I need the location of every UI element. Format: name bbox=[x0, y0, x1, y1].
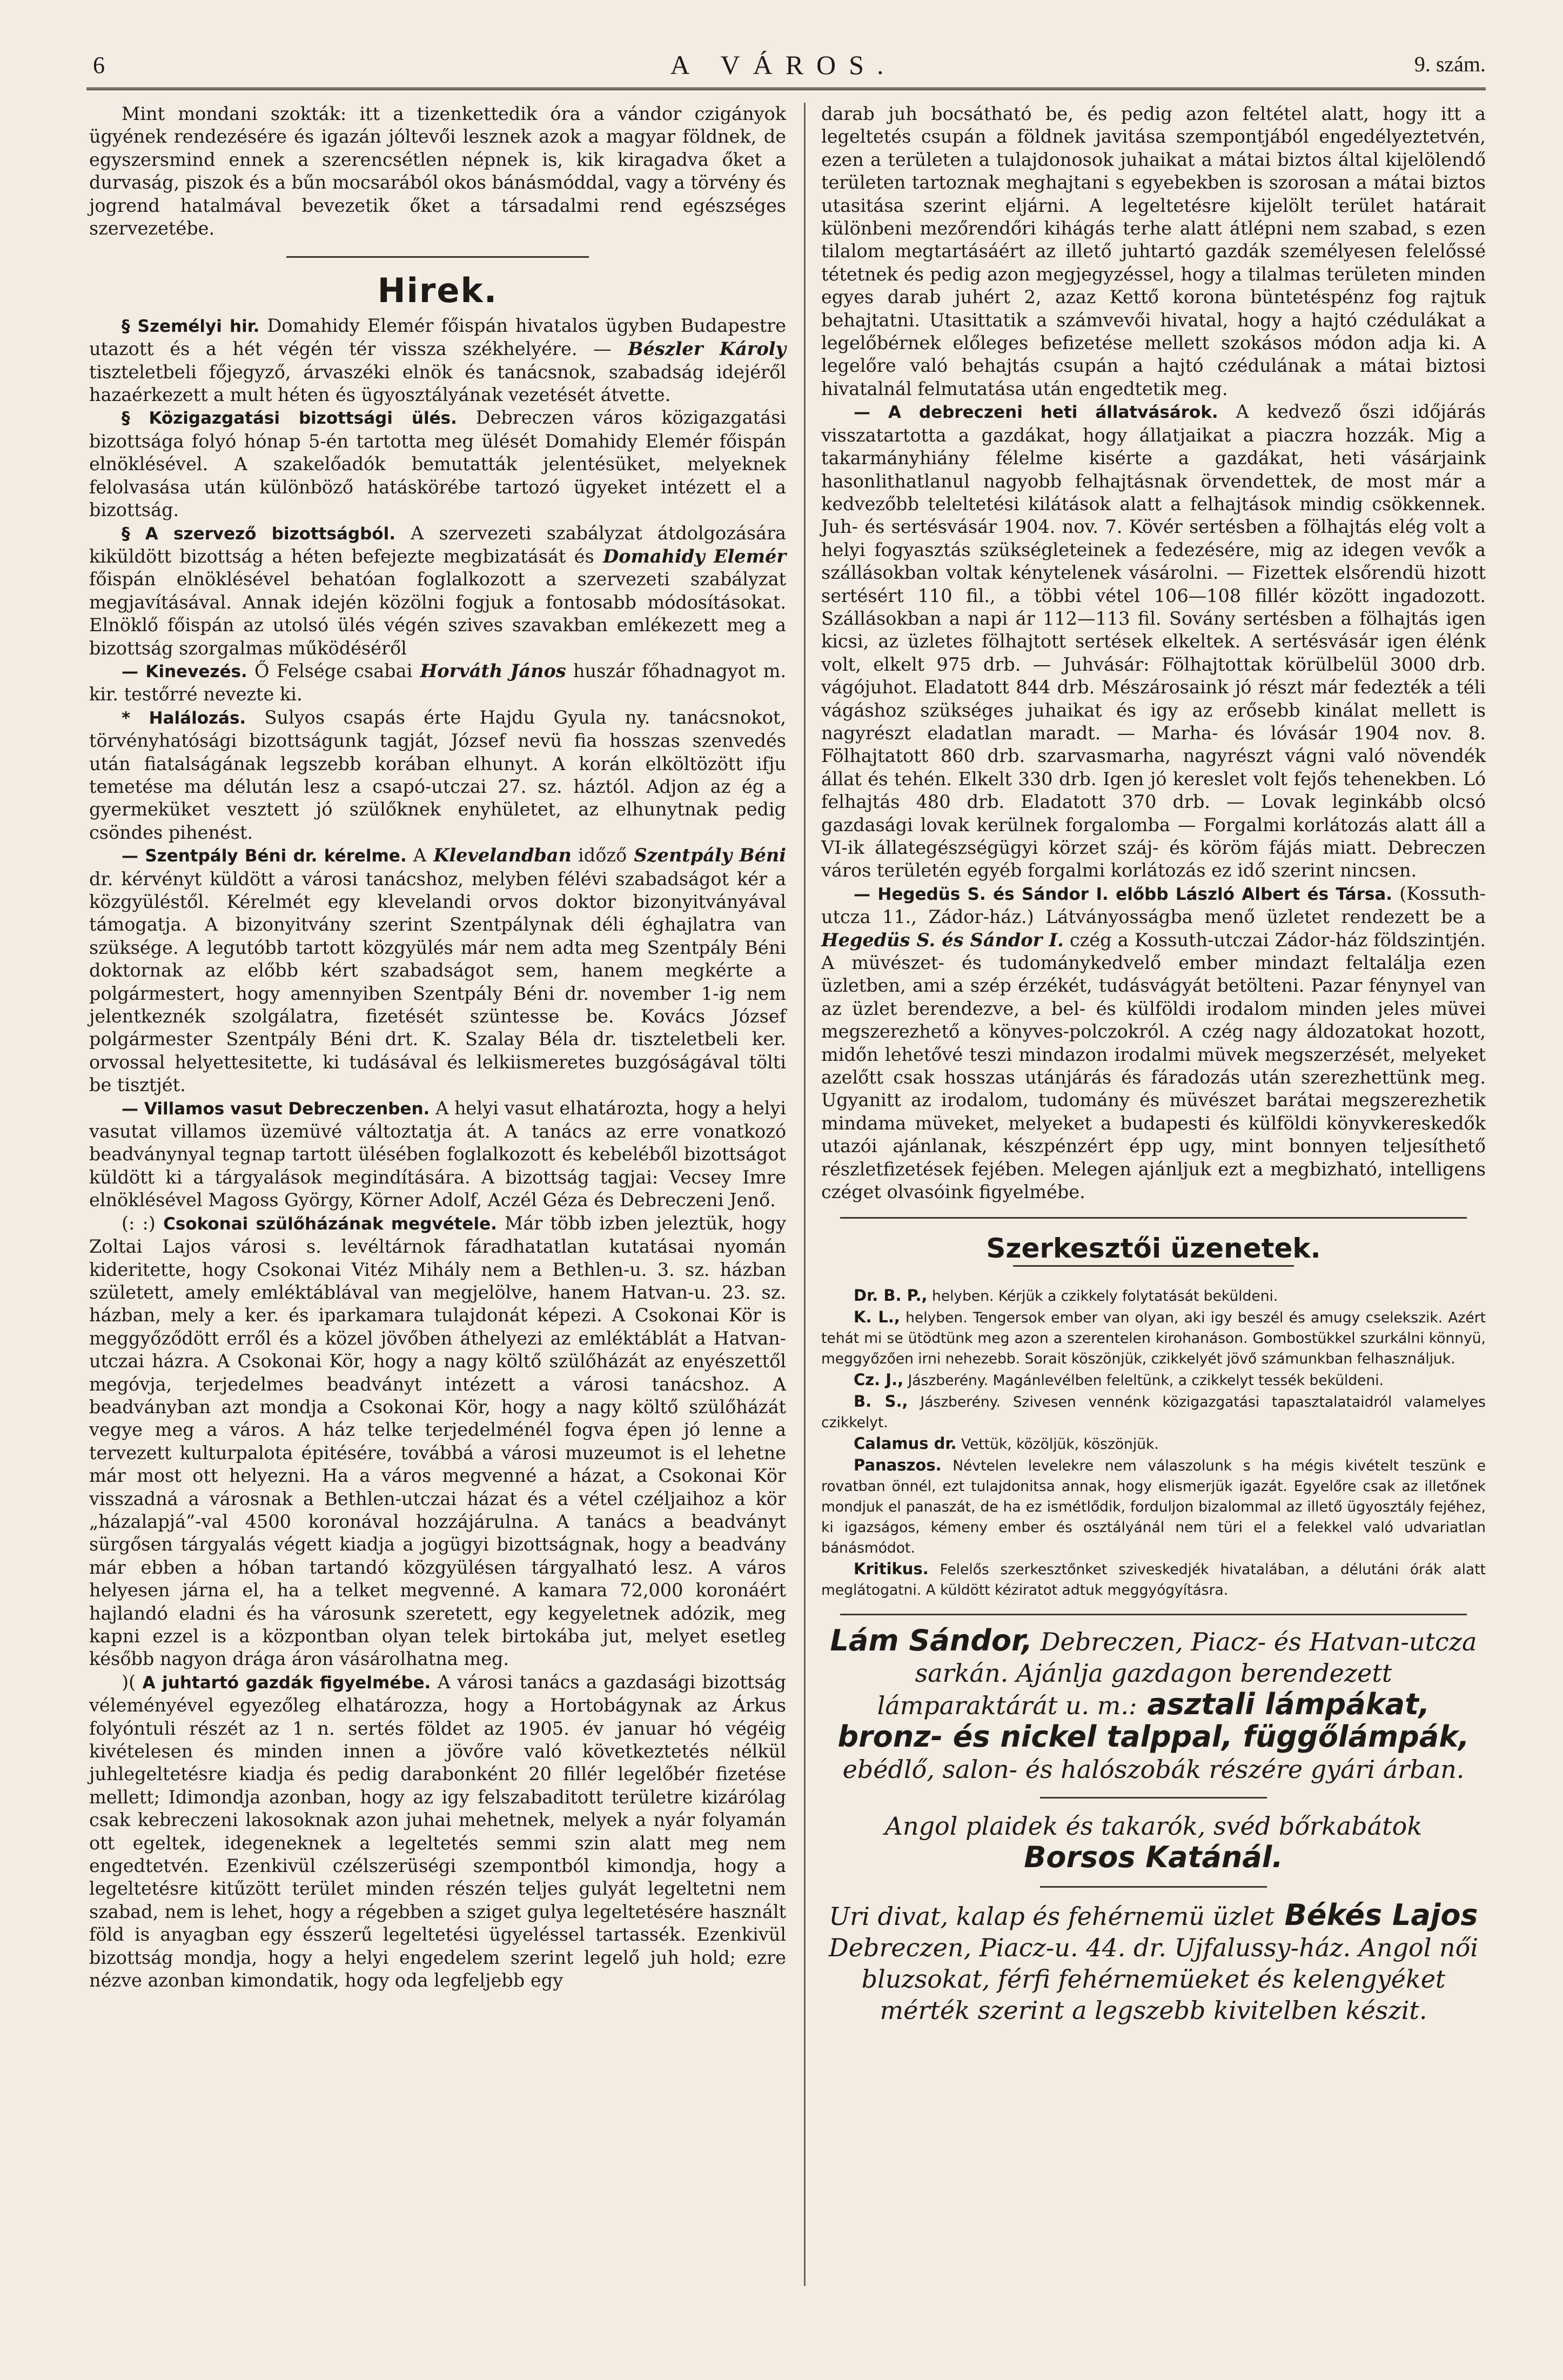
note-text: helyben. Kérjük a czikkely folytatását beküldeni. bbox=[927, 1287, 1278, 1305]
article-title: — A debreczeni heti állatvásárok. bbox=[854, 403, 1218, 423]
note-text: Jászberény. Szivesen vennénk közigazgatási tapasztalataidról valamelyes czikkelyt. bbox=[821, 1393, 1486, 1431]
article-text: (Kossuth-utcza 11., Zádor-ház.) Látványosságba menő üzletet rendezett be a bbox=[821, 883, 1486, 928]
article-title: * Halálozás. bbox=[122, 708, 246, 728]
person-name: Horváth János bbox=[412, 660, 566, 681]
note-text: Jászberény. Magánlevélben feleltünk, a czikkelyt tessék beküldeni. bbox=[903, 1372, 1384, 1389]
ad-highlight: asztali lámpákat, bronz- és nickel talppal, függőlámpák, bbox=[837, 1687, 1470, 1754]
ad-rule bbox=[1040, 1797, 1267, 1799]
article-halalozas bbox=[89, 706, 786, 844]
article-title: § A szervező bizottságból. bbox=[122, 524, 396, 544]
advertisement-lam-sandor bbox=[821, 1625, 1486, 1785]
note-item bbox=[821, 1307, 1486, 1369]
article-text: tiszteletbeli főjegyző, árvaszéki elnök és tanácsnok, szabadság idejéről hazaérkezett a mult héten és ügyosztályának vezetését átvette. bbox=[89, 361, 786, 406]
note-item bbox=[821, 1369, 1486, 1391]
column-divider bbox=[804, 103, 806, 2286]
article-text: Már több izben jeleztük, hogy Zoltai Lajos városi s. levéltárnok fáradhatatlan kutatásai nyomán kideritette, hogy Csokonai Vitéz Mihály nem a Bethlen-u. 3. sz. házban született, amely emléktáblával van megjelölve, hanem Hatvan-u. 23. sz. házban, mely a ker. és iparkamara tulajdonát képezi. A Csokonai Kör is meggyőződött erről és a közel jövőben áthelyezi az emléktáblát a Hatvan-utczai házra. A Csokonai Kör, hogy a nagy költő szülőházát az enyészettől megóvja, terjedelmes beadványt intézett a városi tanácshoz. A beadványban azt mondja a Csokonai Kör, hogy a nagy költő szülőházát vegye meg a város. A ház telke terjedelménél fogva épen jó lenne a tervezett kulturpalota épitésére, továbbá a városi muzeumot is el lehetne már most ott helyezni. Ha a város megvenné a házat, a Csokonai Kör visszadná a városnak a Bethlen-utczai házat és a vétel czéljaihoz a kör „házalapjá”-val 4500 koronával hozzájárulna. A tanács a beadványt sürgősen tárgyalás végett kiadja a jogügyi bizottságnak, hogy a beadvány már ebben a hóban tartandó közgyülésen tárgyalható lesz. A város helyesen járna el, ha a telket megvenné. A kamara 72,000 koronáért hajlandó eladni és ha városunk szeretett, egy kegyeletnek adózik, meg kapni ezzel is a központban olyan telek birtokába jut, melyet esetleg később nagyon drága áron vásárolhatna meg. bbox=[89, 1212, 786, 1670]
note-text: Névtelen levelekre nem válaszolunk s ha mégis kivételt teszünk e rovatban önnél, ezt tulajdonitsa annak, hogy elismerjük igazát. Egyelőre csak az illetőnek mondjuk el panaszát, de ha ez ismétlődik, forduljon bizalommal az illető ügyosztály fejéhez, ki igazságos, kémeny ember és osztályánál nem türi el a felekkel való udvariatlan bánásmódot. bbox=[821, 1457, 1486, 1556]
ad-brand: Békés Lajos bbox=[1274, 1897, 1478, 1932]
issue-number: 9. szám. bbox=[1414, 52, 1486, 76]
ad-text: Uri divat, kalap és fehérnemü üzlet bbox=[829, 1901, 1274, 1931]
section-rule bbox=[286, 256, 589, 258]
note-recipient: Panaszos. bbox=[854, 1455, 942, 1474]
article-csokonai bbox=[89, 1212, 786, 1671]
article-text: czég a Kossuth-utczai Zádor-ház földszintjén. A müvészet- és tudománykedvelő ember mindazt feltalálja ezen üzletben, ami a szép érzékét, tudásvágyát betölteni. Pazar fénynyel van az üzlet berendezve, a bel- és külföldi irodalom minden jeles müvei megszerezhető a könyves-polczokról. A czég nagy áldozatokat hozott, midőn lehetővé teszi mindazon irodalmi müvek megszerzését, melyeket azelőtt csak hosszas utánjárás és fáradozás után szerezhettünk meg. Ugyanitt az irodalom, tudomány és müvészet barátai megszerezhetik mindama müveket, melyeket a budapesti és külföldi könyvkereskedők utazói ajánlanak, készpénzért épp ugy, mint bonnyen teljesíthető részletfizetések fejében. Melegen ajánljuk ezt a megbizható, intelligens czéget olvasóink figyelmébe. bbox=[821, 929, 1486, 1203]
section-rule bbox=[840, 1614, 1467, 1615]
person-name: Bészler Károly bbox=[611, 338, 786, 360]
article-hegedus bbox=[821, 883, 1486, 1204]
article-title: — Szentpály Béni dr. kérelme. bbox=[122, 846, 407, 866]
ad-brand: Lám Sándor, bbox=[830, 1623, 1033, 1657]
article-text: A városi tanács a gazdasági bizottság véleményével egyezőleg elhatározza, hogy a Hortobágynak az Árkus folyóntuli részét az 1 n. sertés földet az 1905. év januar hó végéig kivételesen és minden innen a jövőre való következtetés nélkül juhlegeltetésre kiadja és pedig darabonként 20 fillér legelőbér fizetése mellett; Idimondja azonban, hogy az igy felszabaditott területre kizárólag csak kebreczeni lakosoknak azon juhai mehetnek, melyek a nyár folyamán ott egeltek, idegeneknek a legeltetés semmi szin alatt meg nem engedtetvén. Ezenkivül czélszerüségi szempontból kimondja, hogy a legeltetésre kitűzött terület minden részén teljes gulyát legeltetni nem szabad, nem is lehet, hogy a régebben a sziget gulya legeltetésére használt föld is anyagban egy ésszerű legeltetési ügyeléssel tartassék. Ezenkivül bizottság mondja, hogy a helyi engedelem szerint legelő juh hold; ezre nézve azonban kimondatik, hogy oda legfeljebb egy bbox=[89, 1671, 786, 1991]
ad-text: Debreczen, Piacz- és Hatvan-utcza sarkán. Ajánlja gazdagon berendezett lámparaktárát u. m.: bbox=[877, 1627, 1477, 1720]
note-item bbox=[821, 1455, 1486, 1559]
note-text: helyben. Tengersok ember van olyan, aki igy beszél és amugy cselekszik. Azért tehát mi se ütödtünk meg azon a szerentelen kirohanáson. Gombostükkel szurkálni könnyü, meggyőzően irni nehezebb. Sorait köszönjük, czikkelyét jövő számunkban felhasználjuk. bbox=[821, 1309, 1486, 1367]
intro-paragraph: Mint mondani szokták: itt a tizenkettedik óra a vándor czigányok ügyének rendezésére és igazán jóltevői lesznek azok a magyar földnek, de egyszersmind ennek a szerencsétlen népnek is, kik kiragadva őket a durvaság, piszok és a bűn mocsarából okos bánásmóddal, vagy a törvény és jogrend hatalmával bevezetik őket a társadalmi rend egészséges szervezetébe. bbox=[89, 103, 786, 239]
note-recipient: B. S., bbox=[854, 1392, 908, 1410]
article-kozigazgatasi bbox=[89, 406, 786, 522]
note-recipient: Dr. B. P., bbox=[854, 1286, 928, 1305]
article-juhtarto bbox=[89, 1671, 786, 1993]
ad-rule bbox=[1040, 1886, 1267, 1888]
article-text: Debreczen város közigazgatási bizottsága folyó hónap 5-én tartotta meg ülését Domahidy Elemér főispán elnöklésével. A szakelőadók bemutatták jelentésüket, melyeknek felolvasása után különböző hatáskörébe tartozó ügyeket intézett el a bizottság. bbox=[89, 407, 787, 521]
article-text: Ő Felsége csabai bbox=[247, 660, 413, 681]
article-title: A juhtartó gazdák figyelmébe. bbox=[136, 1673, 431, 1693]
article-marker: (: :) bbox=[122, 1212, 156, 1234]
header-rule bbox=[86, 88, 1486, 90]
article-text: időző bbox=[571, 845, 627, 866]
article-text: Sulyos csapás érte Hajdu Gyula ny. tanácsnokot, törvényhatósági bizottságunk tagját, József nevü fia hosszas szenvedés után fiatalságának legszebb korában elhunyt. A korán elköltözött ifju temetése ma délután lesz a csapó-utczai 27. sz. háztól. Adjon az ég a gyermeküket vesztett jó szülőknek enyhületet, az elhunytnak pedig csöndes pihenést. bbox=[89, 706, 786, 843]
advertisement-borsos-kata bbox=[821, 1810, 1486, 1874]
page-header bbox=[81, 51, 1486, 89]
article-villamos bbox=[89, 1097, 786, 1212]
article-text: A kedvező őszi időjárás visszatartotta a gazdákat, hogy állatjaikat a piaczra hozzák. Mig a takarmányhiány félelme kisérte a gazdákat, heti vásárjaink hasonlithatlanul nagyobb felhajtásnak örvendettek, de most már a kedvezőbb teleltetési kilátások alatt a felhajtások mindig csökkennek. Juh- és sertésvásár 1904. nov. 7. Kövér sertésben a fölhajtás elég volt a helyi fogyasztás szükségleteinek a fedezésére, mig az idegen vevők a szállásokban voltak kénytelenek vásárolni. — Fizettek elsőrendü hizott sertésért 110 fil., a többi vétel 106—108 fillér között ingadozott. Szállásokban a napi ár 112—113 fil. Sovány sertésben a fölhajtás igen kicsi, az üzletes fölhajtott sertések elkeltek. A sertésvásár igen élénk volt, elkelt 975 drb. — Juhvásár: Fölhajtottak körülbelül 3000 drb. vágójuhot. Eladatott 844 drb. Mészárosaink jó részt már fedezték a téli vágáshoz szükséges juhaikat és igy az erősebb kinálat mellett is nagyrészt eladatlan maradt. — Marha- és lóvásár 1904 nov. 8. Fölhajtatott 860 drb. szarvasmarha, nagyrészt vágni való növendék állat és tehén. Elkelt 330 drb. Igen jó kereslet volt fejős tehenekben. Ló felhajtás 480 drb. Eladatott 370 drb. — Lovak leginkább olcsó gazdasági lovak kerülnek forgalomba — Forgalmi korlátozás alatt áll a VI-ik állategészségügyi körzet száj- és köröm fájás miatt. Debreczen város területén egyéb forgalmi korlátozás ez idő szerint nincsen. bbox=[821, 401, 1486, 881]
ad-text: Debreczen, Piacz-u. 44. dr. Ujfalussy-ház. Angol női bluzsokat, férfi fehérnemüeket és kelengyéket mérték szerint a legszebb kivitelben készit. bbox=[828, 1933, 1479, 2025]
article-szemelyi bbox=[89, 315, 786, 407]
article-text: főispán elnöklésével behatóan foglalkozott a szervezeti szabályzat megjavításával. Annak idején közölni fogjuk a fontosabb módosításokat. Elnöklő főispán az utolsó ülés végén szives szavakban emlékezett meg a bizottság szorgalmas működéséről bbox=[89, 569, 786, 659]
note-item bbox=[821, 1433, 1486, 1455]
ad-text: ebédlő, salon- és halószobák részére gyári árban. bbox=[842, 1754, 1465, 1784]
article-text: A bbox=[406, 845, 427, 866]
article-marker: )( bbox=[122, 1671, 136, 1693]
page-number: 6 bbox=[93, 52, 105, 78]
note-recipient: Calamus dr. bbox=[854, 1434, 957, 1453]
article-title: — Kinevezés. bbox=[122, 661, 247, 681]
left-column bbox=[89, 103, 786, 1993]
article-szervezo bbox=[89, 522, 786, 660]
note-recipient: Kritikus. bbox=[854, 1559, 929, 1578]
szerkesztoi-heading: Szerkesztői üzenetek. bbox=[986, 1232, 1321, 1264]
section-rule bbox=[840, 1217, 1467, 1219]
article-allatvasar bbox=[821, 400, 1486, 883]
heading-underline bbox=[1013, 1265, 1294, 1267]
article-text: huszár főhadnagyot m. kir. testőrré nevezte ki. bbox=[89, 660, 786, 705]
article-text: dr. kérvényt küldött a városi tanácshoz, melyben félévi szabadságot kér a közgyüléstől. Kérelmét egy klevelandi orvos doktor bizonyitványával támogatja. A bizonyitvány szerint Szentpálynak déli éghajlatra van szüksége. A legutóbb tartott közgyülés már nem adta meg Szentpály Béni doktornak az előbb kért szabadságot sem, hanem megkérte a polgármestert, hogy amennyiben Szentpály Béni dr. november 1-ig nem jelentkeznék szolgálatra, fizetését szüntesse be. Kovács József polgármester Szentpály Béni drt. K. Szalay Béla dr. tiszteletbeli ker. orvossal helyettesitette, ki tudásával és lelkiismeretes buzgóságával tölti be tisztjét. bbox=[89, 868, 786, 1096]
article-szentpaly bbox=[89, 844, 786, 1097]
note-item bbox=[821, 1559, 1486, 1601]
hirek-heading: Hirek. bbox=[377, 271, 498, 311]
editorial-notes bbox=[821, 1285, 1486, 1601]
newspaper-title: A VÁROS. bbox=[670, 50, 897, 80]
note-recipient: Cz. J., bbox=[854, 1370, 904, 1389]
right-column bbox=[821, 103, 1486, 2029]
article-juhtarto-continued: darab juh bocsátható be, és pedig azon feltétel alatt, hogy itt a legeltetés csupán a földnek javitása szempontjából engedélyeztetvén, ezen a területen a tulajdonosok juhaikat a mátai biztos által kijelölendő területen tartoznak meghajtani s egyebekben is szorosan a mátai biztos utasitása szerint eljárni. A legeltetésre kijelölt terület határait különbeni mezőrendőri kihágás terhe alatt átlépni nem szabad, s ezen tilalom megtartásáért az illető juhtartó gazdák személyesen felelőssé tétetnek és pedig azon megjegyzéssel, hogy a tilalmas területen minden egyes darab juhért 2, azaz Kettő korona büntetéspénz fog rajtuk behajtatni. Utasittatik a számvevői hivatal, hogy a hajtó czédulákat a legelőbérnek előleges befizetése mellett szokásos módon adja ki. A legelőre való behajtás csupán a hajtó czédulának a mátai biztosi hivatalnál felmutatása után engedtetik meg. bbox=[821, 103, 1486, 399]
person-name: Szentpály Béni bbox=[627, 845, 787, 866]
place-name: Klevelandban bbox=[426, 845, 572, 866]
article-kinevezes bbox=[89, 660, 786, 706]
article-title: — Villamos vasut Debreczenben. bbox=[122, 1099, 430, 1119]
article-title: § Személyi hir. bbox=[122, 316, 260, 336]
note-item bbox=[821, 1285, 1486, 1307]
advertisement-bekes-lajos bbox=[821, 1897, 1486, 2026]
ad-text: Angol plaidek és takarók, svéd bőrkabátok bbox=[884, 1811, 1423, 1841]
note-recipient: K. L., bbox=[854, 1307, 900, 1326]
article-title: — Hegedüs S. és Sándor I. előbb László Albert és Társa. bbox=[854, 884, 1393, 904]
article-title: § Közigazgatási bizottsági ülés. bbox=[122, 409, 457, 429]
article-text: A helyi vasut elhatározta, hogy a helyi vasutat villamos üzemüvé változtatja át. A tanács az erre vonatkozó beadványnyal tegnap tartott ülésében foglalkozott és kebeléből bizottságot küldött ki a tárgyalások megindítására. A bizottság tagjai: Vecsey Imre elnöklésével Magoss György, Körner Adolf, Aczél Géza és Debreczeni Jenő. bbox=[89, 1097, 786, 1211]
company-name: Hegedüs S. és Sándor I. bbox=[821, 929, 1064, 951]
ad-brand: Borsos Katánál. bbox=[1024, 1840, 1283, 1874]
article-text: A szervezeti szabályzat átdolgozására kiküldött bizottság a héten befejezte megbizatását és bbox=[89, 522, 786, 567]
person-name: Domahidy Elemér bbox=[594, 545, 786, 567]
note-item bbox=[821, 1391, 1486, 1433]
article-title: Csokonai szülőházának megvétele. bbox=[155, 1214, 497, 1234]
note-text: Felelős szerkesztőnket sziveskedjék hivatalában, a délutáni órák alatt meglátogatni. A küldött kéziratot adtuk meggyógyításra. bbox=[821, 1561, 1486, 1599]
note-text: Vettük, közöljük, köszönjük. bbox=[956, 1435, 1159, 1453]
article-text: Domahidy Elemér főispán hivatalos ügyben Budapestre utazott és a hét végén tér vissza székhelyére. — bbox=[89, 315, 786, 360]
